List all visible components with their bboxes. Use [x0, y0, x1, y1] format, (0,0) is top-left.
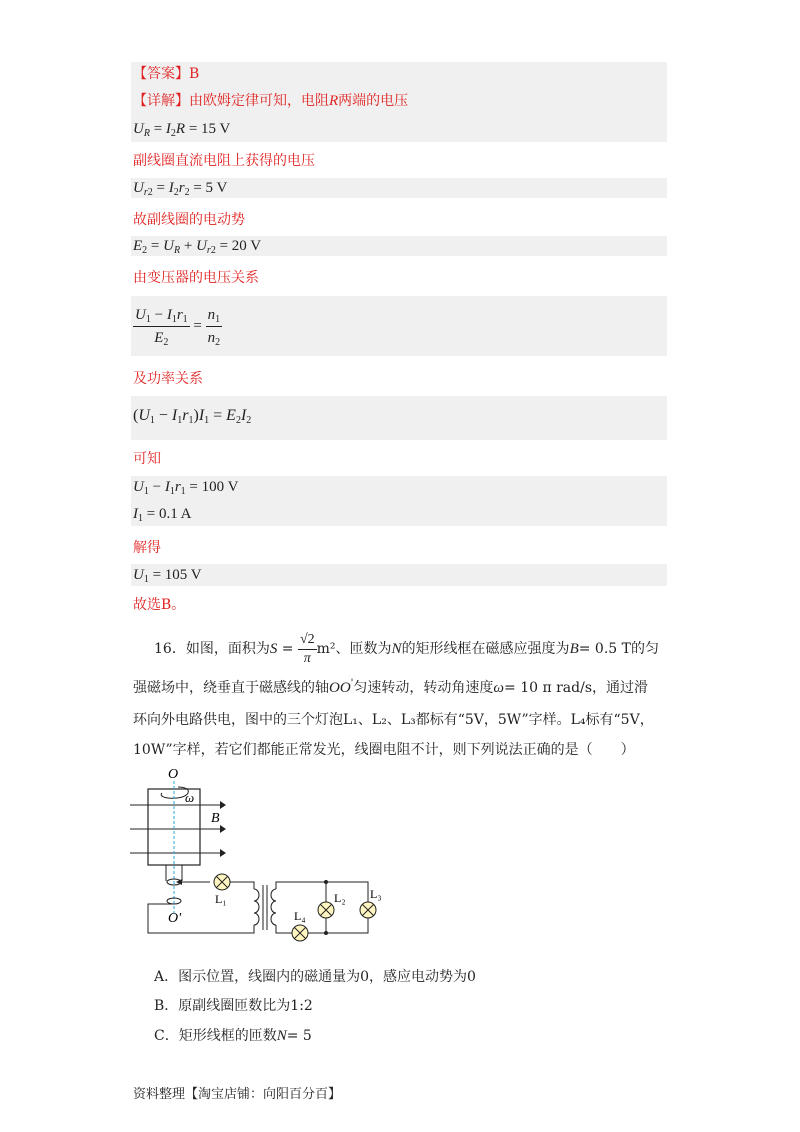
label-O-bottom: O': [168, 911, 182, 926]
question-text: 匀速转动，转动角速度: [353, 680, 494, 696]
question-line-4: 10W”字样，若它们都能正常发光，线圈电阻不计，则下列说法正确的是（ ）: [133, 742, 635, 758]
step-5: 及功率关系: [133, 371, 203, 387]
shade-block-7: [131, 564, 667, 586]
step-3: 故副线圈的电动势: [133, 212, 245, 228]
equation-6a: $U_1 - I_1r_1 = 100$ V: [133, 479, 239, 497]
equation-4-right-fraction: $\frac{n_1}{n_2}$: [206, 304, 223, 349]
equation-1-value: = 15 V: [188, 121, 231, 137]
equation-3: $E_2 = U_R + U_{r2} = 20$ V: [133, 238, 262, 256]
question-line-1: 16．如图，面积为S = $\frac{√2}{\pi}$ m²、匝数为N的矩形线框在磁感应强度为B= 0.5 T的匀: [154, 631, 659, 666]
label-L1: L₁: [215, 892, 227, 906]
question-number: 16．: [154, 641, 186, 657]
option-B: B．原副线圈匝数比为1:2: [154, 998, 313, 1014]
label-O-top: O: [168, 767, 179, 782]
wire-return: [148, 904, 254, 933]
detail-label: 【详解】: [133, 93, 189, 109]
step-2: 副线圈直流电阻上获得的电压: [133, 153, 315, 169]
equation-1: $U_R = I_2R = 15$ V: [133, 121, 231, 139]
question-text: = 0.5 T的匀: [578, 641, 659, 657]
step-6: 可知: [133, 451, 161, 467]
question-text: = 10 π rad/s，通过滑: [504, 680, 649, 696]
field-arrow-1: [220, 801, 226, 809]
question-text: 强磁场中，绕垂直于磁感线的轴: [133, 680, 329, 696]
option-A: A．图示位置，线圈内的磁通量为0，感应电动势为0: [154, 969, 476, 985]
area-fraction: $\frac{√2}{\pi}$: [299, 631, 315, 666]
conclusion: 故选B。: [133, 597, 186, 613]
equation-4: $\frac{U_1 - I_1r_1}{E_2}$ = $\frac{n_1}{n_2}$: [133, 302, 222, 350]
question-text: 的矩形线框在磁感应强度为: [401, 641, 570, 657]
equation-2: $U_{r2} = I_2r_2 = 5$ V: [133, 180, 228, 198]
field-arrow-3: [220, 849, 226, 857]
question-line-2: 强磁场中，绕垂直于磁感线的轴OO'匀速转动，转动角速度ω= 10 π rad/s，通过滑: [133, 678, 649, 696]
option-C-text: C．矩形线框的匝数: [154, 1028, 277, 1044]
answer-value: B: [189, 66, 200, 82]
label-L3: L₃: [370, 887, 382, 901]
answer-line: [133, 64, 199, 84]
equation-4-left-fraction: $\frac{U_1 - I_1r_1}{E_2}$: [133, 304, 190, 349]
equation-5: $(U_1 - I_1r_1)I_1 = E_2I_2$: [133, 407, 252, 426]
footer-note: 资料整理【淘宝店铺：向阳百分百】: [133, 1087, 342, 1102]
secondary-coil: [271, 889, 276, 925]
label-B: B: [211, 811, 220, 826]
circuit-figure: [128, 765, 398, 945]
wire-secondary-bottom: [276, 925, 292, 933]
detail-var: R: [329, 93, 339, 109]
option-C-value: = 5: [286, 1028, 312, 1044]
label-omega: ω: [185, 790, 195, 805]
equation-7: $U_1 = 105$ V: [133, 567, 202, 585]
equation-2-value: = 5 V: [193, 180, 228, 196]
wire-lamp1-primary: [230, 882, 254, 889]
equation-3-value: = 20 V: [219, 238, 262, 254]
equation-6b: $I_1 = 0.1$ A: [133, 506, 192, 524]
node-top: [324, 880, 328, 884]
label-L2: L₂: [334, 891, 346, 905]
question-text: m²、匝数为: [316, 641, 392, 657]
equation-6b-value: = 0.1 A: [146, 506, 192, 522]
detail-text-a: 由欧姆定律可知，电阻: [189, 93, 329, 109]
node-bottom: [324, 931, 328, 935]
field-arrow-2: [220, 825, 226, 833]
question-line-3: 环向外电路供电，图中的三个灯泡L₁、L₂、L₃都标有“5V，5W”字样。L₄标有“5V，: [133, 712, 654, 728]
detail-line: [133, 91, 408, 111]
equation-7-value: = 105 V: [152, 567, 202, 583]
option-C: C．矩形线框的匝数N= 5: [154, 1028, 312, 1044]
question-text: 如图，面积为: [185, 641, 270, 657]
step-4: 由变压器的电压关系: [133, 270, 259, 286]
detail-text-b: 两端的电压: [338, 93, 409, 109]
answer-label: 【答案】: [133, 66, 189, 82]
equation-6a-value: = 100 V: [189, 479, 239, 495]
label-L4: L₄: [294, 909, 306, 923]
primary-coil: [254, 889, 259, 925]
step-7: 解得: [133, 540, 161, 556]
